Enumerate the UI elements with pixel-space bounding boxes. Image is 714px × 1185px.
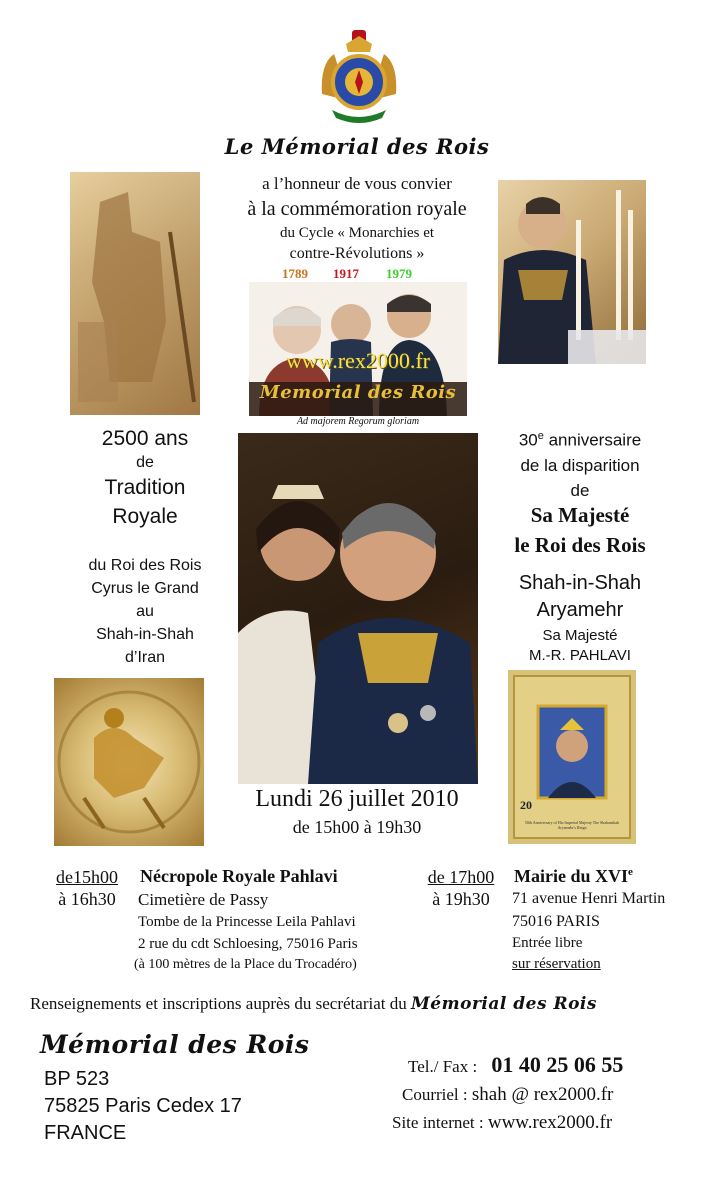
address-line-3: FRANCE: [44, 1122, 127, 1144]
anniversary-word: anniversaire: [543, 430, 642, 450]
collage-caption: Ad majorem Regorum gloriam: [296, 416, 420, 427]
year-1789: 1789: [282, 266, 308, 281]
venue2-times: [416, 866, 506, 910]
org-logo: Mémorial des Rois: [40, 1030, 310, 1059]
venue2-name-sup: e: [628, 866, 633, 878]
contact-tel: [408, 1052, 623, 1078]
event-date: Lundi 26 juillet 2010: [255, 786, 459, 812]
info-line: [30, 994, 690, 1014]
tel-value[interactable]: 01 40 25 06 55: [491, 1052, 624, 1077]
info-memorial-logo: Mémorial des Rois: [410, 994, 597, 1014]
majesty-heading: [490, 500, 670, 560]
venue2-line-1: 71 avenue Henri Martin: [512, 890, 666, 907]
left-sub-line-2: Cyrus le Grand: [91, 580, 199, 597]
year-1979: 1979: [386, 266, 412, 281]
venue1-line-3: 2 rue du cdt Schloesing, 75016 Paris: [138, 936, 358, 952]
venue2-line-2: 75016 PARIS: [512, 913, 600, 930]
tel-label: Tel./ Fax :: [408, 1057, 478, 1076]
left-title-line-1: 2500 ans: [101, 427, 189, 450]
majesty-line-2: le Roi des Rois: [514, 533, 646, 557]
year-1917: 1917: [333, 266, 359, 281]
royal-crest-emblem: [312, 24, 406, 126]
invite-line-3: du Cycle « Monarchies et: [279, 225, 435, 241]
info-text: Renseignements et inscriptions auprès du secrétariat du: [30, 994, 407, 1013]
commemorative-stamp: [508, 670, 636, 844]
monarchs-collage: [249, 282, 467, 416]
venue1-times: [44, 866, 130, 910]
site-value[interactable]: www.rex2000.fr: [487, 1112, 613, 1133]
contact-mail: [402, 1084, 613, 1106]
venue2-name: [514, 866, 633, 887]
left-title: [60, 424, 230, 531]
left-title-line-4: Royale: [112, 505, 178, 528]
venue2-line-4[interactable]: sur réservation: [512, 956, 601, 972]
invite-line-2: à la commémoration royale: [247, 198, 467, 220]
invite-line-1: a l’honneur de vous convier: [262, 174, 452, 193]
left-sub-line-1: du Roi des Rois: [88, 557, 202, 574]
persian-relief-photo: [70, 172, 200, 415]
venue2-line-3: Entrée libre: [512, 935, 583, 951]
golden-artifact-photo: [54, 678, 204, 846]
venue1-time-start: de15h00: [56, 867, 118, 887]
address-line-2: 75825 Paris Cedex 17: [44, 1095, 242, 1117]
majesty-line-1: Sa Majesté: [530, 503, 630, 527]
shah-line-1: Shah-in-Shah: [518, 572, 642, 594]
left-title-line-3: Tradition: [104, 476, 186, 499]
shah-candles-photo: [498, 180, 646, 364]
anniversary-heading: [490, 424, 670, 503]
anniversary-line-3: de: [570, 480, 590, 500]
event-time: de 15h00 à 19h30: [292, 817, 422, 837]
collage-url-text: www.rex2000.fr: [286, 348, 430, 373]
site-label: Site internet :: [392, 1113, 484, 1132]
venue1-name: Nécropole Royale Pahlavi: [140, 866, 338, 886]
left-subtitle: [60, 554, 230, 669]
shah-title: [490, 570, 670, 624]
venue2-time-end: à 19h30: [432, 889, 490, 909]
anniversary-line-1: [490, 424, 670, 453]
royal-couple-photo: [238, 433, 478, 784]
left-sub-line-4: Shah-in-Shah: [96, 626, 194, 643]
contact-site: [392, 1112, 612, 1134]
venue1-line-4: (à 100 mètres de la Place du Trocadéro): [134, 957, 357, 972]
anniversary-line-2: de la disparition: [520, 455, 640, 475]
anniversary-number: 30: [518, 430, 538, 450]
invite-line-4: contre-Révolutions »: [289, 245, 425, 262]
venue2-time-start: de 17h00: [427, 867, 495, 887]
stamp-denomination: 20: [520, 798, 532, 812]
org-address: [44, 1066, 242, 1147]
sm-label: Sa Majesté: [542, 627, 618, 644]
shah-line-2: Aryamehr: [536, 599, 624, 621]
stamp-caption: 50th Anniversary of His Imperial Majesty The Shahanshah Aryamehr's Reign: [524, 820, 620, 830]
shah-name: M.-R. PAHLAVI: [529, 647, 631, 664]
venue1-time-end: à 16h30: [58, 889, 116, 909]
shah-name-block: [490, 626, 670, 666]
venue1-line-2: Tombe de la Princesse Leila Pahlavi: [138, 914, 356, 930]
mail-label: Courriel :: [402, 1085, 468, 1104]
memorial-title: Le Mémorial des Rois: [224, 134, 490, 159]
left-sub-line-3: au: [136, 603, 154, 620]
left-title-line-2: de: [136, 454, 154, 471]
address-line-1: BP 523: [44, 1068, 110, 1090]
collage-logo-text: Memorial des Rois: [259, 382, 457, 403]
venue1-line-1: Cimetière de Passy: [138, 890, 269, 909]
venue2-name-text: Mairie du XVI: [514, 866, 628, 886]
anniversary-sup: e: [537, 430, 544, 442]
left-sub-line-5: d’Iran: [124, 649, 166, 666]
mail-value[interactable]: shah @ rex2000.fr: [471, 1084, 614, 1105]
